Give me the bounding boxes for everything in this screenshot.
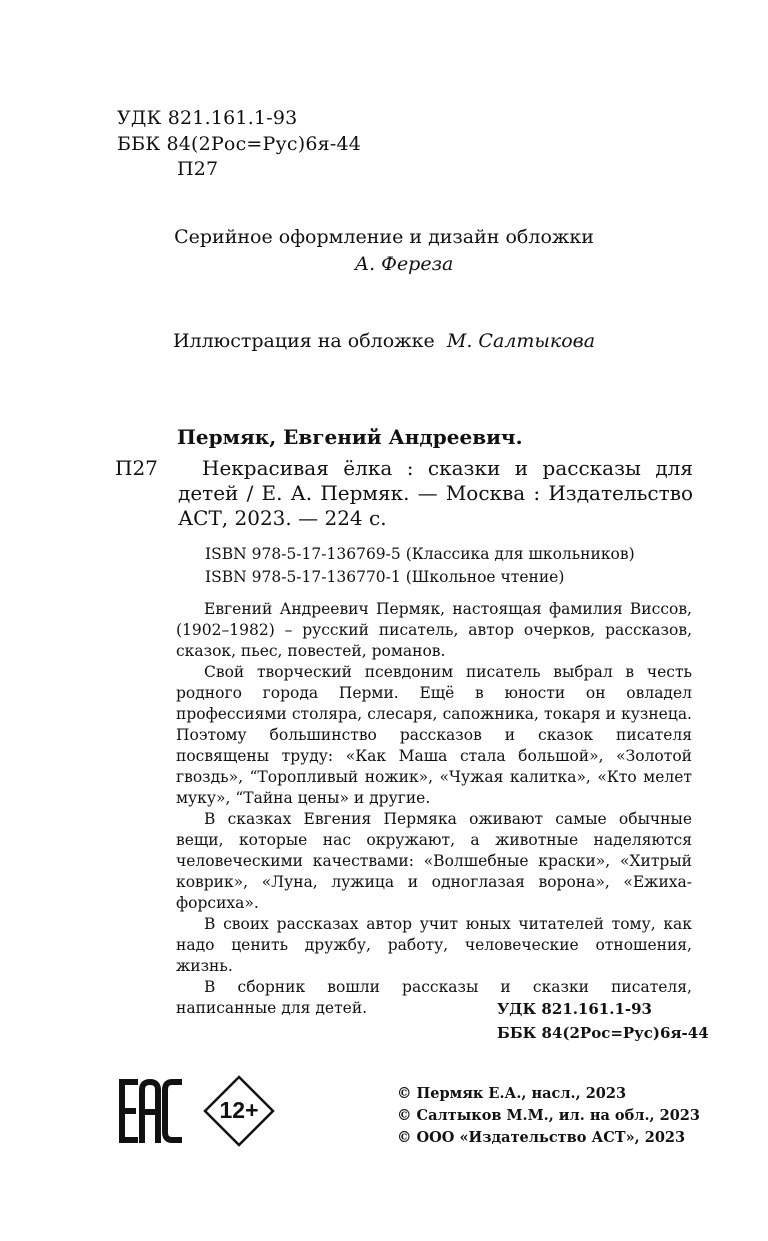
author-heading: Пермяк, Евгений Андреевич. bbox=[177, 425, 523, 449]
illustration-label: Иллюстрация на обложке bbox=[172, 330, 435, 352]
isbn-line: ISBN 978-5-17-136770-1 (Школьное чтение) bbox=[205, 568, 565, 586]
copyright-block bbox=[397, 1083, 700, 1149]
age-rating-label: 12+ bbox=[219, 1097, 259, 1123]
annotation-paragraph: В сборник вошли рассказы и сказки писателя, написанные для детей. bbox=[176, 978, 692, 1017]
annotation-paragraph: В сказках Евгения Пермяка оживают самые обычные вещи, которые нас окружают, а животные наделяются человеческими качествами: «Волшебные краски», «Хитрый коврик», «Луна, лужица и одноглазая ворона», «Ежиха-форсиха». bbox=[176, 810, 692, 912]
series-designer: А. Фереза bbox=[354, 253, 454, 275]
isbn-line: ISBN 978-5-17-136769-5 (Классика для школьников) bbox=[205, 545, 635, 563]
series-design-credit: Серийное оформление и дизайн обложки bbox=[174, 226, 594, 248]
author-mark: П27 bbox=[177, 158, 219, 180]
copyright-line: © ООО «Издательство АСТ», 2023 bbox=[397, 1129, 686, 1146]
illustration-credit bbox=[0, 330, 768, 352]
bbk-code: ББК 84(2Рос=Рус)6я-44 bbox=[117, 133, 362, 155]
annotation-paragraph: В своих рассказах автор учит юных читателей тому, как надо ценить дружбу, работу, человеческие отношения, жизнь. bbox=[176, 915, 692, 975]
age-rating-badge bbox=[202, 1074, 276, 1152]
bib-description: Некрасивая ёлка : сказки и рассказы для детей / Е. А. Пермяк. — Москва : Издательство АСТ, 2023. — 224 с. bbox=[178, 456, 693, 530]
classification-footer bbox=[497, 997, 709, 1045]
bib-author-mark: П27 bbox=[115, 456, 158, 480]
annotation bbox=[176, 599, 692, 1019]
bbk-code-footer: ББК 84(2Рос=Рус)6я-44 bbox=[497, 1024, 709, 1042]
annotation-paragraph: Свой творческий псевдоним писатель выбрал в честь родного города Перми. Ещё в юности он овладел профессиями столяра, слесаря, сапожника, токаря и кузнеца. Поэтому большинство рассказов и сказок писателя посвящены труду: «Как Маша стала большой», «Золотой гвоздь», “Торопливый ножик», «Чужая калитка», «Кто мелет муку», “Тайна цены» и другие. bbox=[176, 663, 692, 807]
udk-code-footer: УДК 821.161.1-93 bbox=[497, 1000, 652, 1018]
copyright-line: © Пермяк Е.А., насл., 2023 bbox=[397, 1085, 627, 1102]
eac-mark-icon bbox=[116, 1076, 186, 1150]
isbn-list bbox=[205, 543, 635, 589]
annotation-paragraph: Евгений Андреевич Пермяк, настоящая фамилия Виссов, (1902–1982) – русский писатель, автор очерков, рассказов, сказок, пьес, повестей, романов. bbox=[176, 600, 692, 660]
illustrator-name: М. Салтыкова bbox=[446, 330, 596, 352]
copyright-line: © Салтыков М.М., ил. на обл., 2023 bbox=[397, 1107, 700, 1124]
udk-code: УДК 821.161.1-93 bbox=[117, 107, 298, 129]
